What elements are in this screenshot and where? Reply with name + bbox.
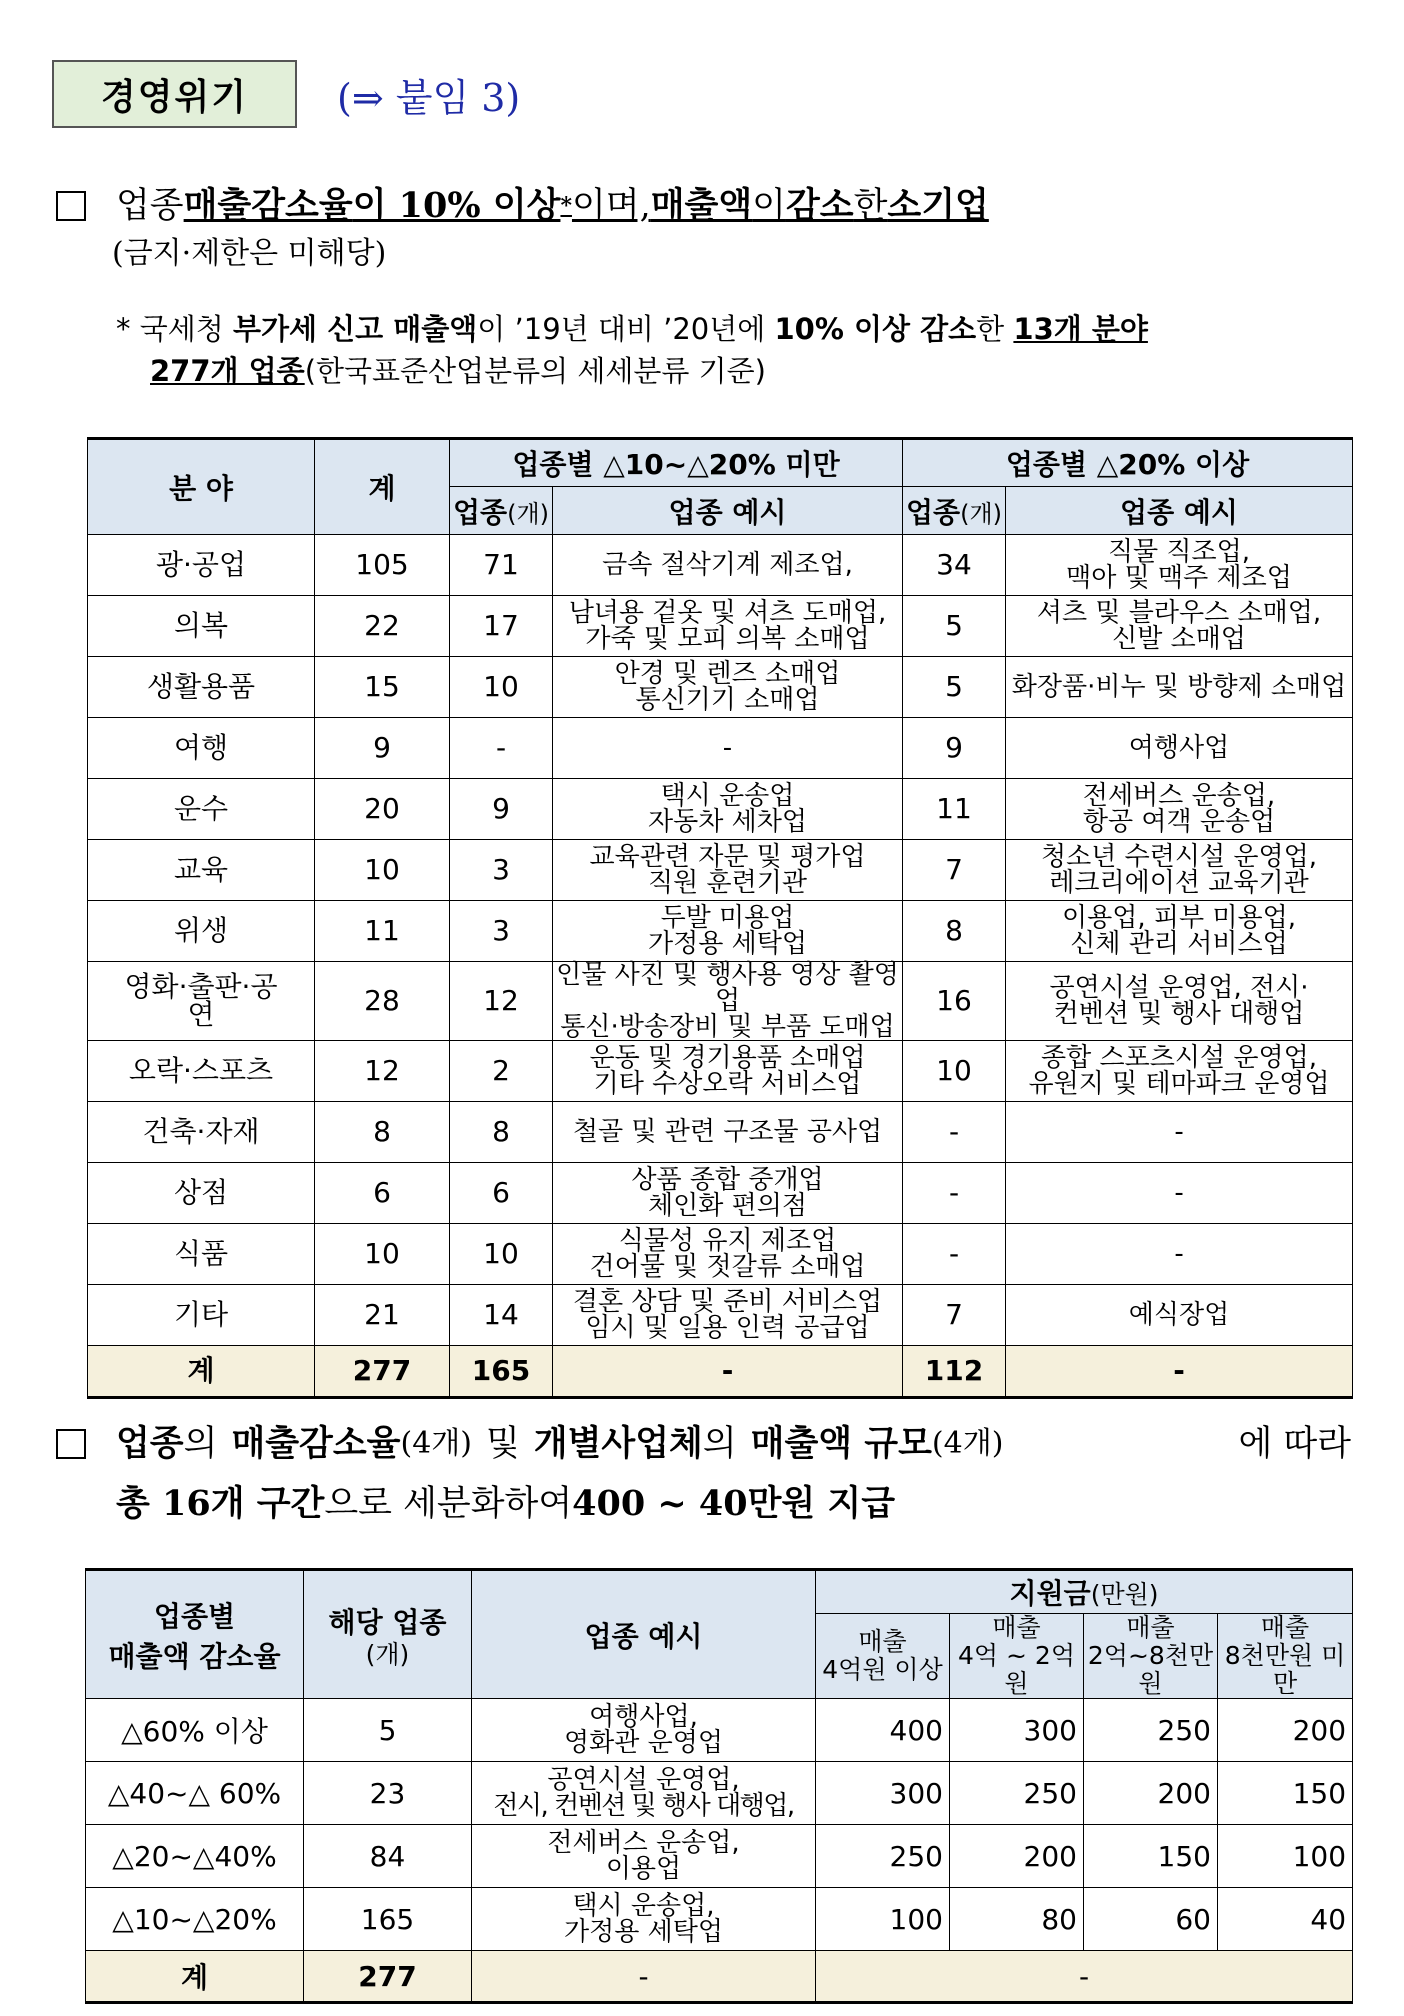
table-row xyxy=(88,962,1353,1041)
total-label: 계 xyxy=(86,1951,304,2003)
cell-total: 21 xyxy=(315,1285,450,1346)
example-line: - xyxy=(722,733,733,763)
cell-field: 여행 xyxy=(88,718,315,779)
s2-text: 의 xyxy=(183,1424,218,1464)
th-count xyxy=(450,487,553,535)
cell-grant-amount: 200 xyxy=(1084,1762,1218,1825)
cell-count1: 3 xyxy=(450,901,553,962)
s1-text: 감소 xyxy=(785,185,854,226)
table-row xyxy=(86,1888,1353,1951)
cell-grant-amount: 150 xyxy=(1084,1825,1218,1888)
cell-count: 5 xyxy=(304,1699,472,1762)
cell-total: 28 xyxy=(315,962,450,1041)
example-line: 항공 여객 운송업 xyxy=(1082,807,1276,837)
s2-text: 업종 xyxy=(116,1423,184,1464)
th-group2: 업종별 △20% 이상 xyxy=(903,439,1353,487)
cell-field: 기타 xyxy=(88,1285,315,1346)
cell-count1: 14 xyxy=(450,1285,553,1346)
cell-example1 xyxy=(553,1285,903,1346)
th-count-unit: (개) xyxy=(960,499,1003,528)
example-line: 공연시설 운영업, 전시· xyxy=(1049,973,1309,1003)
cell-example1 xyxy=(553,1224,903,1285)
th-industry-count xyxy=(304,1570,472,1699)
th-field: 분 야 xyxy=(88,439,315,535)
th-example: 업종 예시 xyxy=(1006,487,1353,535)
note-text: 277개 업종 xyxy=(150,354,305,388)
table-row xyxy=(88,596,1353,657)
cell-grant-amount: 100 xyxy=(816,1888,950,1951)
cell-grant-amount: 40 xyxy=(1218,1888,1353,1951)
note-text: 한 xyxy=(976,312,1014,346)
s2-text: 매출감소율 xyxy=(231,1423,401,1464)
s2-text: (4개) xyxy=(400,1426,472,1461)
example-line: 상품 종합 중개업 xyxy=(631,1165,824,1195)
cell-rate: △60% 이상 xyxy=(86,1699,304,1762)
cell-example1 xyxy=(553,657,903,718)
example-line: 신체 관리 서비스업 xyxy=(1070,929,1288,959)
example-line: - xyxy=(1174,1178,1184,1208)
cell-grant-amount: 150 xyxy=(1218,1762,1353,1825)
th-sales-bracket xyxy=(1218,1614,1353,1699)
example-line: 영화관 운영업 xyxy=(564,1728,723,1758)
cell-total: 8 xyxy=(315,1102,450,1163)
cell-rate: △40~△ 60% xyxy=(86,1762,304,1825)
cell-count1: 6 xyxy=(450,1163,553,1224)
cell-count2: 7 xyxy=(903,1285,1006,1346)
table-row xyxy=(88,535,1353,596)
table-row xyxy=(86,1699,1353,1762)
s1-asterisk: * xyxy=(560,193,572,219)
note-text: 이 ’19년 대비 ’20년에 xyxy=(477,312,775,346)
cell-grant-amount: 300 xyxy=(816,1762,950,1825)
example-line: 교육관련 자문 및 평가업 xyxy=(589,842,866,872)
example-line: 기타 수상오락 서비스업 xyxy=(593,1069,862,1099)
cell-example xyxy=(472,1762,816,1825)
example-line: 유원지 및 테마파크 운영업 xyxy=(1028,1069,1330,1099)
cell-example2 xyxy=(1006,1102,1353,1163)
example-line: 신발 소매업 xyxy=(1112,624,1246,654)
total-grant: - xyxy=(816,1951,1353,2003)
cell-count2: - xyxy=(903,1102,1006,1163)
note-text: (한국표준산업분류의 세세분류 기준) xyxy=(304,354,766,388)
cell-grant-amount: 200 xyxy=(950,1825,1084,1888)
th-count-line: 해당 업종 xyxy=(328,1605,447,1639)
s2-text: 의 xyxy=(702,1424,737,1464)
cell-count2: 34 xyxy=(903,535,1006,596)
example-line: 전세버스 운송업, xyxy=(1082,781,1276,811)
cell-count1: 10 xyxy=(450,657,553,718)
cell-count1: 8 xyxy=(450,1102,553,1163)
th-total: 계 xyxy=(315,439,450,535)
cell-example1 xyxy=(553,596,903,657)
cell-total: 11 xyxy=(315,901,450,962)
cell-grant-amount: 250 xyxy=(816,1825,950,1888)
cell-example1 xyxy=(553,1041,903,1102)
cell-field: 식품 xyxy=(88,1224,315,1285)
example-line: 식물성 유지 제조업 xyxy=(618,1226,837,1256)
table-row xyxy=(88,1224,1353,1285)
cell-example1 xyxy=(553,1102,903,1163)
th-count xyxy=(903,487,1006,535)
cell-field: 상점 xyxy=(88,1163,315,1224)
cell-count2: 9 xyxy=(903,718,1006,779)
cell-example2 xyxy=(1006,1163,1353,1224)
total-value: 277 xyxy=(315,1346,450,1398)
cell-count1: 10 xyxy=(450,1224,553,1285)
section1-bullet xyxy=(56,182,1356,278)
checkbox-icon xyxy=(56,1429,86,1459)
note-text: 부가세 신고 매출액 xyxy=(232,312,478,346)
cell-count: 23 xyxy=(304,1762,472,1825)
example-line: 여행사업, xyxy=(589,1702,698,1732)
th-rate-line: 매출액 감소율 xyxy=(108,1639,281,1673)
th-sales-bracket xyxy=(816,1614,950,1699)
s2-text: 및 xyxy=(485,1424,520,1464)
cell-count1: 12 xyxy=(450,962,553,1041)
table-row xyxy=(88,1163,1353,1224)
s2-text: 개별사업체 xyxy=(533,1423,703,1464)
cell-count2: - xyxy=(903,1163,1006,1224)
cell-total: 22 xyxy=(315,596,450,657)
cell-example1 xyxy=(553,840,903,901)
cell-example2 xyxy=(1006,962,1353,1041)
cell-count2: 7 xyxy=(903,840,1006,901)
s1-text: 매출감소율 xyxy=(183,185,353,226)
th-group1: 업종별 △10~△20% 미만 xyxy=(450,439,903,487)
example-line: 종합 스포츠시설 운영업, xyxy=(1041,1043,1317,1073)
th-count-unit: (개) xyxy=(507,499,550,528)
sales-line: 2억~8천만원 xyxy=(1087,1641,1214,1698)
total-label: 계 xyxy=(88,1346,315,1398)
cell-grant-amount: 100 xyxy=(1218,1825,1353,1888)
crisis-tag: 경영위기 xyxy=(52,60,297,128)
s2-text: 에 따라 xyxy=(1238,1424,1351,1464)
cell-count2: 8 xyxy=(903,901,1006,962)
table-row xyxy=(88,1102,1353,1163)
cell-total: 10 xyxy=(315,840,450,901)
example-line: 철골 및 관련 구조물 공사업 xyxy=(572,1117,883,1147)
cell-example xyxy=(472,1888,816,1951)
section2-line1 xyxy=(56,1420,1351,1468)
note-line-1 xyxy=(116,308,1346,350)
cell-count2: 16 xyxy=(903,962,1006,1041)
example-line: 전시, 컨벤션 및 행사 대행업, xyxy=(493,1791,794,1821)
example-line: 금속 절삭기계 제조업, xyxy=(602,550,853,580)
cell-count2: 5 xyxy=(903,657,1006,718)
cell-total: 15 xyxy=(315,657,450,718)
cell-total: 20 xyxy=(315,779,450,840)
cell-count1: 9 xyxy=(450,779,553,840)
cell-total: 105 xyxy=(315,535,450,596)
example-line: 임시 및 일용 인력 공급업 xyxy=(585,1313,870,1343)
sales-line: 4억 ~ 2억원 xyxy=(958,1641,1075,1698)
note-text: * 국세청 xyxy=(116,312,233,346)
cell-example2 xyxy=(1006,779,1353,840)
cell-example2 xyxy=(1006,901,1353,962)
th-rate-line: 업종별 xyxy=(153,1599,236,1633)
s1-text: 업종 xyxy=(116,186,184,226)
note-text: 13개 분야 xyxy=(1013,312,1148,346)
cell-grant-amount: 60 xyxy=(1084,1888,1218,1951)
cell-example2 xyxy=(1006,718,1353,779)
cell-count1: 17 xyxy=(450,596,553,657)
cell-grant-amount: 400 xyxy=(816,1699,950,1762)
s1-text: 한 xyxy=(853,186,888,226)
s1-text: 소기업 xyxy=(887,185,989,226)
example-line: - xyxy=(1174,1239,1184,1269)
cell-field: 영화·출판·공연 xyxy=(88,962,315,1041)
cell-example2 xyxy=(1006,596,1353,657)
cell-example2 xyxy=(1006,840,1353,901)
s2-text: 총 16개 구간 xyxy=(116,1483,325,1524)
s2-text: 매출액 규모 xyxy=(750,1423,932,1464)
s2-text: (4개) xyxy=(931,1426,1004,1461)
th-count-label: 업종 xyxy=(905,495,961,529)
s1-text: 이 xyxy=(752,186,786,226)
cell-field: 광·공업 xyxy=(88,535,315,596)
example-line: 가죽 및 모피 의복 소매업 xyxy=(585,624,870,654)
th-sales-bracket xyxy=(950,1614,1084,1699)
cell-example1 xyxy=(553,779,903,840)
s1-text: 이며, xyxy=(571,186,651,226)
th-grant-unit: (만원) xyxy=(1090,1580,1159,1609)
cell-count2: 10 xyxy=(903,1041,1006,1102)
example-line: 택시 운송업, xyxy=(572,1891,715,1921)
th-example: 업종 예시 xyxy=(472,1570,816,1699)
th-grant-label: 지원금 xyxy=(1009,1577,1091,1610)
example-line: 맥아 및 맥주 제조업 xyxy=(1066,563,1292,593)
example-line: 안경 및 렌즈 소매업 xyxy=(614,659,841,689)
table-row xyxy=(88,779,1353,840)
table-row xyxy=(86,1762,1353,1825)
example-line: 택시 운송업 xyxy=(660,781,795,811)
th-grant xyxy=(816,1570,1353,1614)
cell-field: 오락·스포츠 xyxy=(88,1041,315,1102)
note-line-2 xyxy=(116,350,1346,392)
example-line: 통신·방송장비 및 부품 도매업 xyxy=(560,1012,895,1042)
sales-line: 8천만원 미만 xyxy=(1224,1641,1346,1698)
cell-grant-amount: 250 xyxy=(950,1762,1084,1825)
table-row xyxy=(86,1825,1353,1888)
cell-count: 165 xyxy=(304,1888,472,1951)
th-count-label: 업종 xyxy=(452,495,508,529)
cell-field: 생활용품 xyxy=(88,657,315,718)
note-text xyxy=(116,308,1148,350)
sales-line: 4억원 이상 xyxy=(822,1655,943,1684)
th-example: 업종 예시 xyxy=(553,487,903,535)
example-line: 체인화 편의점 xyxy=(648,1191,807,1221)
note-text: 10% 이상 감소 xyxy=(774,312,977,346)
cell-total: 10 xyxy=(315,1224,450,1285)
section1-note xyxy=(116,308,1346,392)
cell-field: 운수 xyxy=(88,779,315,840)
cell-example1 xyxy=(553,962,903,1041)
example-line: - xyxy=(1174,1117,1184,1147)
cell-example1 xyxy=(553,718,903,779)
cell-total: 6 xyxy=(315,1163,450,1224)
s1-text: 이 10% 이상 xyxy=(352,185,561,226)
cell-grant-amount: 300 xyxy=(950,1699,1084,1762)
cell-total: 9 xyxy=(315,718,450,779)
example-line: 직원 훈련기관 xyxy=(648,868,807,898)
example-line: 전세버스 운송업, xyxy=(547,1828,740,1858)
example-line: 두발 미용업 xyxy=(660,903,795,933)
cell-example2 xyxy=(1006,657,1353,718)
cell-count1: 3 xyxy=(450,840,553,901)
cell-grant-amount: 80 xyxy=(950,1888,1084,1951)
example-line: 자동차 세차업 xyxy=(648,807,807,837)
example-line: 남녀용 겉옷 및 셔츠 도매업, xyxy=(568,598,887,628)
section2-line2 xyxy=(56,1480,1356,1528)
cell-field: 의복 xyxy=(88,596,315,657)
example-line: 직물 직조업, xyxy=(1107,537,1251,567)
cell-field: 위생 xyxy=(88,901,315,962)
cell-count2: - xyxy=(903,1224,1006,1285)
total-example1: - xyxy=(553,1346,903,1398)
cell-example2 xyxy=(1006,1285,1353,1346)
cell-example xyxy=(472,1699,816,1762)
section1-line xyxy=(56,182,1356,230)
example-line: 결혼 상담 및 준비 서비스업 xyxy=(572,1287,883,1317)
table-row xyxy=(88,901,1353,962)
example-line: 셔츠 및 블라우스 소매업, xyxy=(1036,598,1322,628)
cell-example xyxy=(472,1825,816,1888)
th-count-line: (개) xyxy=(365,1639,410,1669)
section2-bullet xyxy=(56,1420,1356,1528)
cell-total: 12 xyxy=(315,1041,450,1102)
example-line: 건어물 및 젓갈류 소매업 xyxy=(589,1252,866,1282)
total-example: - xyxy=(472,1951,816,2003)
s2-text: 으로 세분화하여 xyxy=(324,1484,573,1524)
example-line: 컨벤션 및 행사 대행업 xyxy=(1053,999,1305,1029)
example-line: 청소년 수련시설 운영업, xyxy=(1041,842,1317,872)
cell-field: 교육 xyxy=(88,840,315,901)
s2-left xyxy=(56,1420,1003,1468)
example-line: 화장품·비누 및 방향제 소매업 xyxy=(1011,672,1347,702)
example-line: 통신기기 소매업 xyxy=(635,685,820,715)
example-line: 가정용 세탁업 xyxy=(648,929,807,959)
example-line: 공연시설 운영업, xyxy=(547,1765,740,1795)
total-count: 277 xyxy=(304,1951,472,2003)
cell-grant-amount: 250 xyxy=(1084,1699,1218,1762)
attachment-reference: (⇒ 붙임 3) xyxy=(337,75,521,120)
checkbox-icon xyxy=(56,191,86,221)
cell-grant-amount: 200 xyxy=(1218,1699,1353,1762)
cell-rate: △10~△20% xyxy=(86,1888,304,1951)
th-sales-bracket xyxy=(1084,1614,1218,1699)
cell-example2 xyxy=(1006,1041,1353,1102)
cell-count2: 11 xyxy=(903,779,1006,840)
table-row xyxy=(88,718,1353,779)
s2-text: 400 ~ 40만원 지급 xyxy=(572,1483,896,1524)
example-line: 운동 및 경기용품 소매업 xyxy=(589,1043,866,1073)
th-rate xyxy=(86,1570,304,1699)
cell-count1: - xyxy=(450,718,553,779)
cell-example1 xyxy=(553,901,903,962)
table-row xyxy=(88,1285,1353,1346)
sales-line: 매출 xyxy=(1126,1613,1175,1642)
table-row xyxy=(88,1041,1353,1102)
cell-count1: 2 xyxy=(450,1041,553,1102)
total-example2: - xyxy=(1006,1346,1353,1398)
cell-count: 84 xyxy=(304,1825,472,1888)
cell-example2 xyxy=(1006,1224,1353,1285)
cell-field: 건축·자재 xyxy=(88,1102,315,1163)
example-line: 인물 사진 및 행사용 영상 촬영업 xyxy=(556,960,899,1016)
table-row xyxy=(88,657,1353,718)
s1-text: 매출액 xyxy=(650,185,753,226)
industry-table xyxy=(87,437,1353,1399)
table-row xyxy=(88,840,1353,901)
example-line: 예식장업 xyxy=(1128,1300,1230,1330)
total-count1: 165 xyxy=(450,1346,553,1398)
total-count2: 112 xyxy=(903,1346,1006,1398)
example-line: 레크리에이션 교육기관 xyxy=(1049,868,1309,898)
cell-example1 xyxy=(553,1163,903,1224)
section-header xyxy=(52,60,520,128)
sales-line: 매출 xyxy=(992,1613,1041,1642)
example-line: 여행사업 xyxy=(1128,733,1230,763)
cell-count2: 5 xyxy=(903,596,1006,657)
cell-count1: 71 xyxy=(450,535,553,596)
example-line: 이용업, 피부 미용업, xyxy=(1062,903,1296,933)
example-line: 가정용 세탁업 xyxy=(564,1917,723,1947)
sales-line: 매출 xyxy=(1260,1613,1310,1642)
cell-rate: △20~△40% xyxy=(86,1825,304,1888)
section1-sub: (금지·제한은 미해당) xyxy=(112,236,387,271)
sales-line: 매출 xyxy=(858,1627,907,1656)
example-line: 이용업 xyxy=(605,1854,682,1884)
cell-example2 xyxy=(1006,535,1353,596)
grant-table xyxy=(85,1568,1353,2004)
cell-example1 xyxy=(553,535,903,596)
